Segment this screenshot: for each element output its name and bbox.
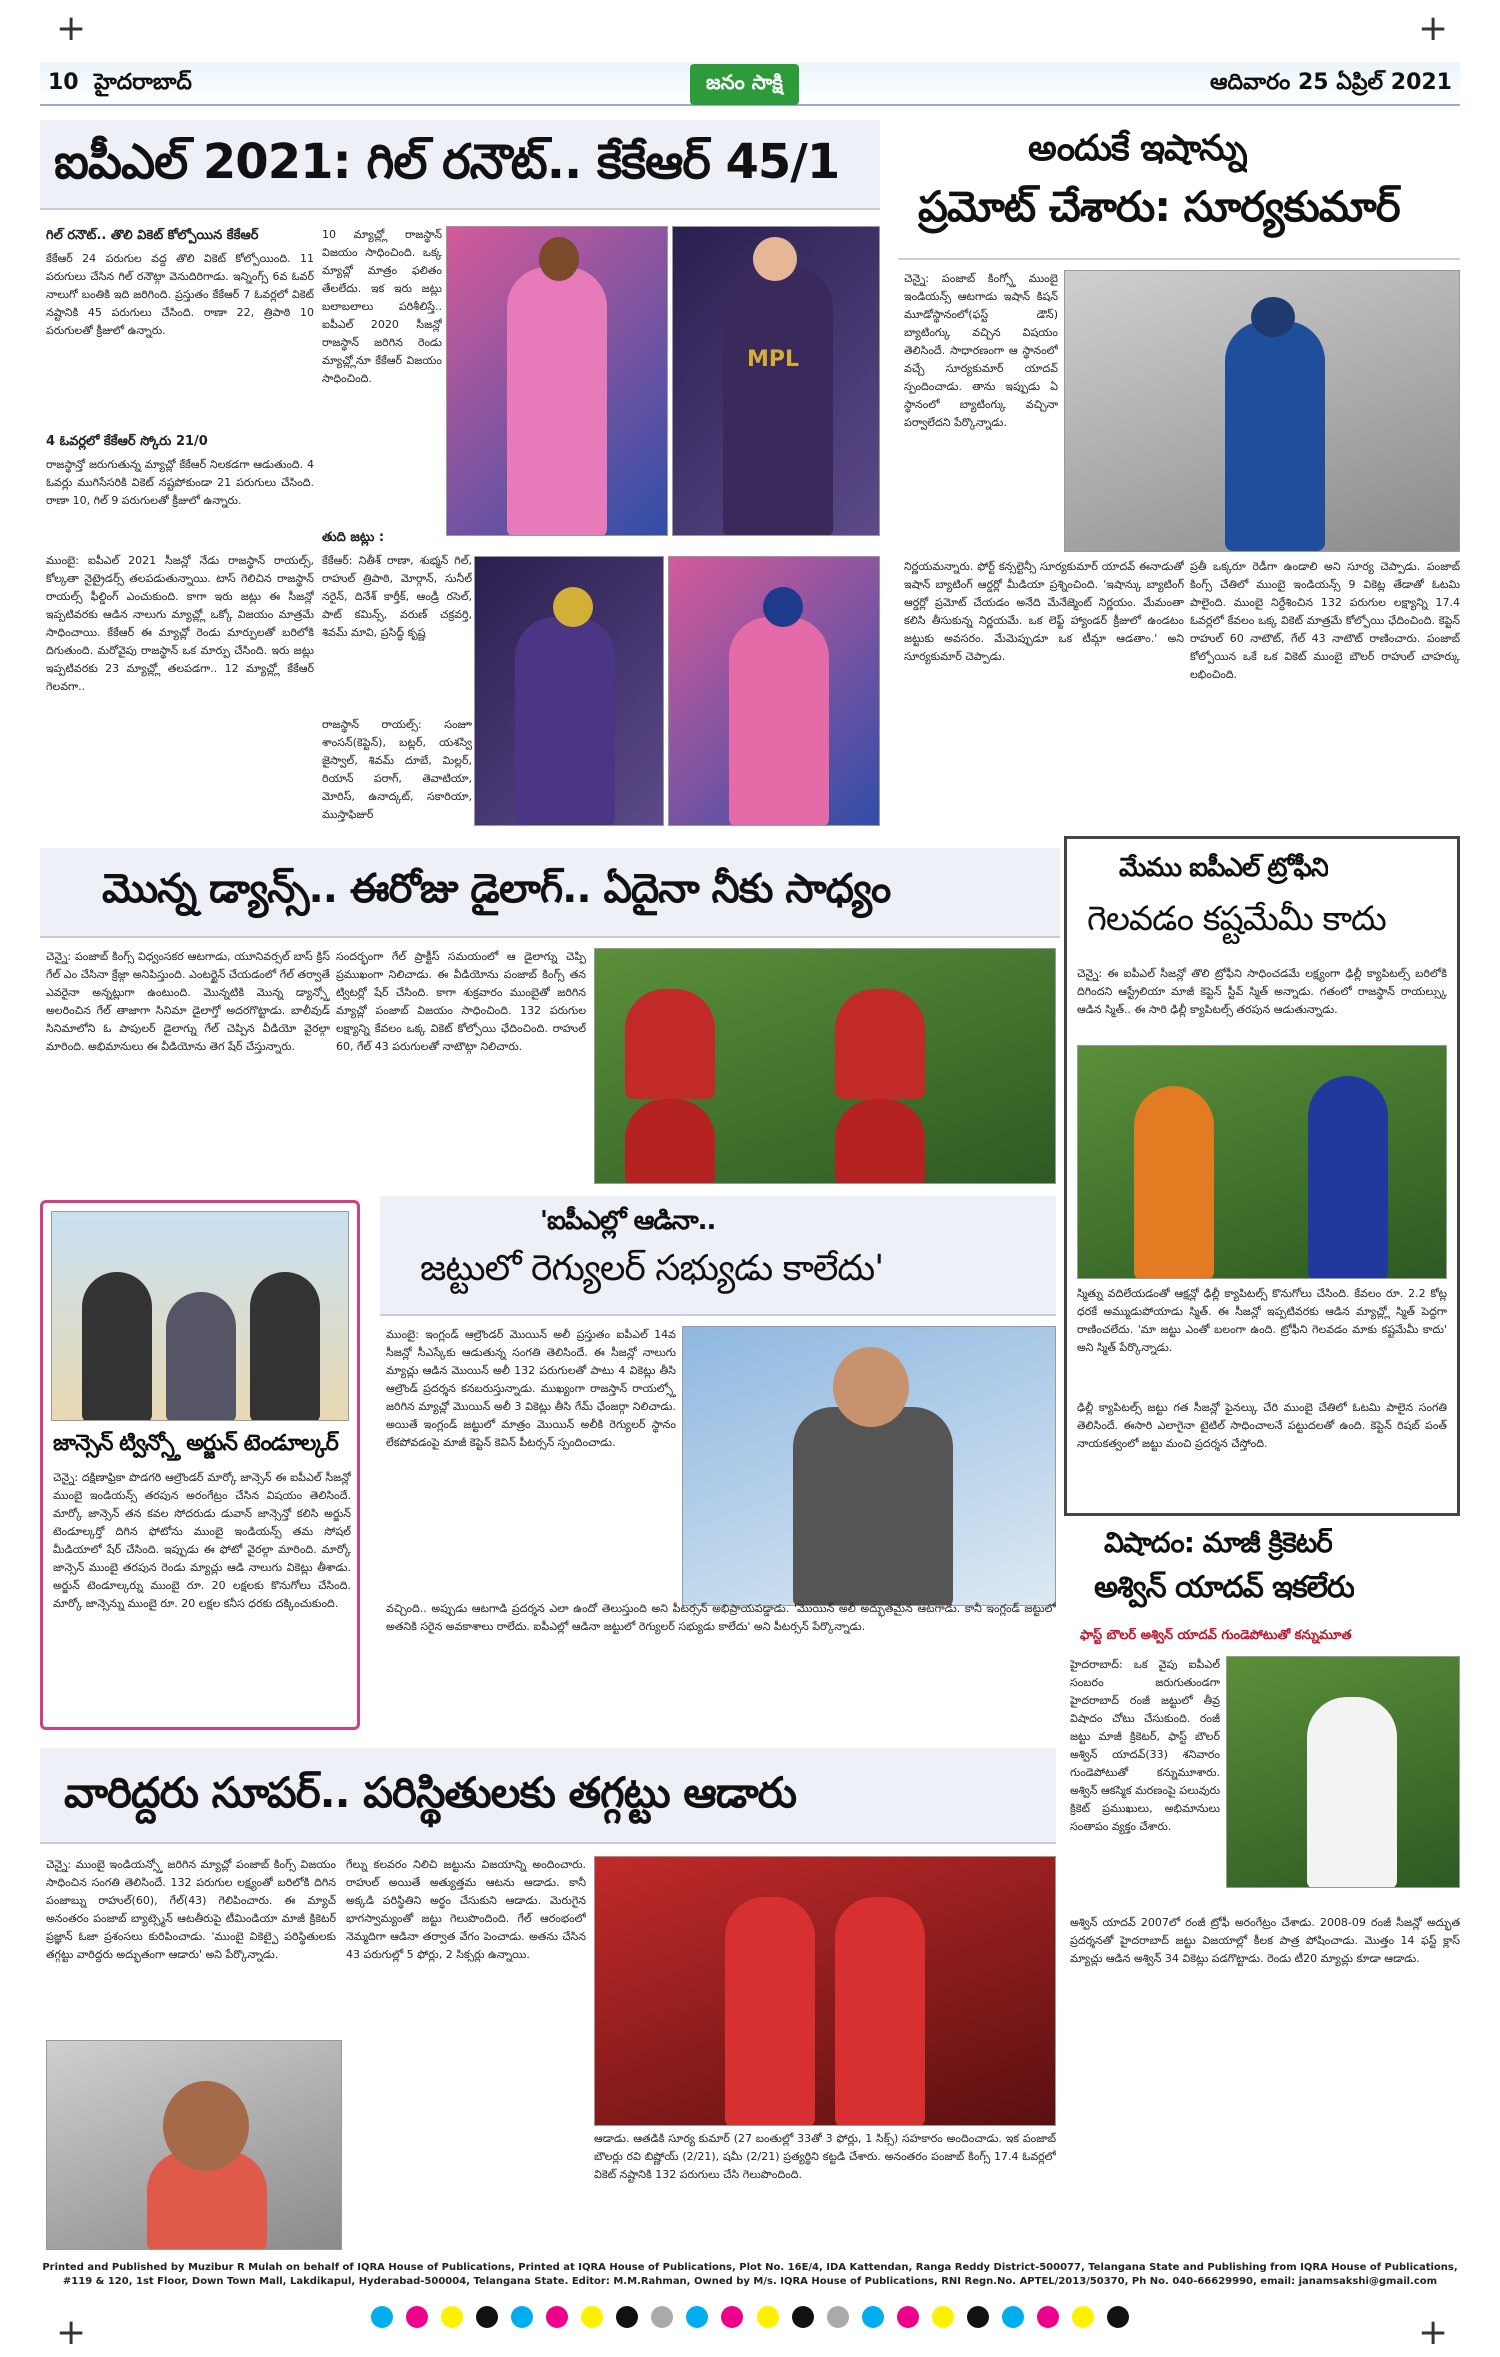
story2-headline2: ప్రమోట్ చేశారు: సూర్యకుమార్ <box>918 182 1400 231</box>
story6-headline-band <box>380 1196 1056 1316</box>
story4-para3: ఢిల్లీ క్యాపిటల్స్ జట్టు గత సీజన్లో ఫైనల్కు చేరి ముంబై చేతిలో ఓటమి పాలైన సంగతి తెలిసిందే. ఈసారి ఎలాగైనా టైటిల్ సాధించాలనే పట్టుదలతో ఉంది. కెప్టెన్ రిషబ్ పంత్ నాయకత్వంలో జట్టు మంచి ప్రదర్శన చేస్తోంది. <box>1077 1401 1447 1450</box>
story2-para1: చెన్నై: పంజాబ్ కింగ్స్తో ముంబై ఇండియన్స్ ఆటగాడు ఇషాన్ కిషన్ మూడోస్థానంలో(ఫస్ట్ డౌన్) బ్యాటింగ్కు వచ్చిన విషయం తెలిసిందే. సాధారణంగా ఆ స్థానంలో వచ్చే సూర్యకుమార్ యాదవ్ స్పందించాడు. తాను ఇప్పుడు ఏ స్థానంలో బ్యాటింగ్కు వచ్చినా పర్వాలేదని పేర్కొన్నాడు. <box>904 272 1058 429</box>
imprint-line1: Printed and Published by Muzibur R Mulah on behalf of IQRA House of Publications, Printed at IQRA House of Publications, Plot No. 16E/4, IDA Kattendan, Ranga Reddy District-500077, Telangana State and Publishing from IQRA House of Publications, <box>42 2262 1458 2273</box>
registration-mark-top-left: + <box>56 8 87 49</box>
issue-date: ఆదివారం 25 ఏప్రిల్ 2021 <box>1209 70 1452 95</box>
story4-para2: స్మిత్ను వదిలేయడంతో ఆక్షన్లో ఢిల్లీ క్యాపిటల్స్ కొనుగోలు చేసింది. కేవలం రూ. 2.2 కోట్ల ధరకే అమ్ముడుపోయాడు స్మిత్. ఈ సీజన్లో ఇప్పటివరకు ఆడిన మ్యాచ్ల్లో స్మిత్ పెద్దగా రాణించలేదు. 'మా జట్టు ఎంతో బలంగా ఉంది. ట్రోఫీని గెలవడం మాకు కష్టమేమీ కాదు' అని స్మిత్ పేర్కొన్నాడు. <box>1077 1287 1447 1354</box>
story1-headline-band <box>40 120 880 210</box>
story4-box <box>1064 836 1460 1516</box>
story7-para2: అశ్విన్ యాదవ్ 2007లో రంజీ ట్రోఫీ అరంగేట్రం చేశాడు. 2008-09 రంజీ సీజన్లో అద్భుత ప్రదర్శనతో హైదరాబాద్ జట్టు విజయాల్లో కీలక పాత్ర పోషించాడు. మొత్తం 14 ఫస్ట్ క్లాస్ మ్యాచ్లు ఆడిన అశ్విన్ 34 వికెట్లు పడగొట్టాడు. రెండు టీ20 మ్యాచ్లు కూడా ఆడాడు. <box>1070 1916 1460 1965</box>
registration-mark-bottom-left: + <box>56 2312 87 2353</box>
eoin-morgan-photo <box>672 226 880 536</box>
story3-headline-band <box>40 848 1060 938</box>
ashwin-yadav-photo <box>1226 1656 1460 1888</box>
story1-para4: 10 మ్యాచ్ల్లో రాజస్థాన్ విజయం సాధించింది. ఒక్క మ్యాచ్లో మాత్రం ఫలితం తేలలేదు. ఇక ఇరు జట్లు బలాబలాలు పరిశీలిస్తే.. ఐపీఎల్ 2020 సీజన్లో రాజస్థాన్ జరిగిన రెండు మ్యాచ్ల్లోనూ కేకేఆర్ విజయం సాధించింది. <box>322 228 442 385</box>
story8-headline-band <box>40 1748 1056 1844</box>
story1-para6: రాజస్థాన్ రాయల్స్: సంజూ శాంసన్(కెప్టెన్), బట్లర్, యశస్వి జైస్వాల్, శివమ్ దూబే, మిల్లర్, రియాన్ పరాగ్, తెవాటియా, మోరిస్, ఉనాద్కట్, సకారియా, ముస్తాఫిజుర్ <box>322 718 472 821</box>
mpl-jersey-text: MPL <box>747 347 800 372</box>
pragyan-ojha-photo <box>46 2040 342 2250</box>
ishan-kishan-photo <box>1064 270 1460 552</box>
rr-batsman-photo <box>668 556 880 826</box>
page-number: 10 <box>48 70 79 95</box>
story1-para1: కేకేఆర్ 24 పరుగుల వద్ద తొలి వికెట్ కోల్పోయింది. 11 పరుగులు చేసిన గిల్ రనౌట్గా వెనుదిరిగాడు. ఇన్నింగ్స్ 6వ ఓవర్ నాలుగో బంతికి ఇది జరిగింది. ప్రస్తుతం కేకేఆర్ 7 ఓవర్లలో వికెట్ నష్టానికి 45 పరుగులు చేసింది. రాణా 22, త్రిపాఠి 10 పరుగులతో క్రీజులో ఉన్నారు. <box>46 252 314 337</box>
story5-box <box>40 1200 360 1730</box>
story1-headline: ఐపీఎల్ 2021: గిల్ రనౌట్.. కేకేఆర్ 45/1 <box>54 134 840 190</box>
story7-headline1: విషాదం: మాజీ క్రికెటర్ <box>1104 1526 1332 1559</box>
story7-para1: హైదరాబాద్: ఒక వైపు ఐపీఎల్ సంబరం జరుగుతుండగా హైదరాబాద్ రంజీ జట్టులో తీవ్ర విషాదం చోటు చేసుకుంది. రంజీ జట్టు మాజీ క్రికెటర్, ఫాస్ట్ బౌలర్ అశ్విన్ యాదవ్(33) శనివారం గుండెపోటుతో కన్నుమూశారు. అశ్విన్ ఆకస్మిక మరణంపై పలువురు క్రికెట్ ప్రముఖులు, అభిమానులు సంతాపం వ్యక్తం చేశారు. <box>1070 1658 1220 1833</box>
imprint-footer <box>0 2258 1500 2304</box>
story1-para2: రాజస్థాన్తో జరుగుతున్న మ్యాచ్లో కేకేఆర్ నిలకడగా ఆడుతుంది. 4 ఓవర్లు ముగిసేసరికి వికెట్ నష్టపోకుండా 21 పరుగులు చేసింది. రాణా 10, గిల్ 9 పరుగులతో క్రీజులో ఉన్నారు. <box>46 458 314 507</box>
story5-para1: చెన్నై: దక్షిణాఫ్రికా పొడగరి ఆల్రౌండర్ మార్కో జాన్సెన్ ఈ ఐపీఎల్ సీజన్లో ముంబై ఇండియన్స్ తరపున అరంగేట్రం చేసిన విషయం తెలిసిందే. మార్కో జాన్సెన్ తన కవల సోదరుడు డువాన్ జాన్సెన్తో కలిసి అర్జున్ టెండూల్కర్తో దిగిన ఫోటోను ముంబై ఇండియన్స్ తమ సోషల్ మీడియాలో షేర్ చేసింది. ఇప్పుడు ఈ ఫోటో వైరల్గా మారింది. మార్కో జాన్సెన్ ముంబై తరపున రెండు మ్యాచ్లు ఆడి నాలుగు వికెట్లు తీశాడు. అర్జున్ టెండూల్కర్ను ముంబై రూ. 20 లక్షలకు కొనుగోలు చేసింది. మార్కో జాన్సెన్ను ముంబై రూ. 20 లక్షల కనీస ధరకు దక్కించుకుంది. <box>53 1471 351 1610</box>
story4-para1: చెన్నై: ఈ ఐపీఎల్ సీజన్లో తొలి ట్రోఫీని సాధించడమే లక్ష్యంగా ఢిల్లీ క్యాపిటల్స్ బరిలోకి దిగిందని ఆస్ట్రేలియా మాజీ కెప్టెన్ స్టీవ్ స్మిత్ అన్నాడు. గతంలో రాజస్థాన్ రాయల్స్కు ఆడిన స్మిత్.. ఈ సారి ఢిల్లీ క్యాపిటల్స్ తరపున ఆడుతున్నాడు. <box>1077 967 1447 1016</box>
story2-headline1: అందుకే ఇషాన్ను <box>1028 128 1247 169</box>
story2-headline-band <box>898 120 1460 260</box>
registration-mark-bottom-right: + <box>1418 2312 1449 2353</box>
story1-sub1: గిల్ రనౌట్.. తొలి వికెట్ కోల్పోయిన కేకేఆర్ <box>46 228 259 243</box>
story1-para3: ముంబై: ఐపీఎల్ 2021 సీజన్లో నేడు రాజస్థాన్ రాయల్స్, కోల్కతా నైట్రైడర్స్ తలపడుతున్నాయి. టాస్ గెలిచిన రాజస్థాన్ రాయల్స్ ఫీల్డింగ్ ఎంచుకుంది. కాగా ఇరు జట్లు ఈ సీజన్లో ఇప్పటివరకు ఆడిన నాలుగు మ్యాచ్ల్లో ఒక్కో విజయం మాత్రమే సాధించాయి. కేకేఆర్ ఈ మ్యాచ్లో రెండు మార్పులతో బరిలోకి దిగుతుంది. మరోవైపు రాజస్థాన్ ఒక మార్పు చేసింది. ఇరు జట్లు ఇప్పటివరకు 23 మ్యాచ్ల్లో తలపడగా.. 12 మ్యాచ్ల్లో కేకేఆర్ గెలవగా.. <box>46 554 314 693</box>
registration-mark-top-right: + <box>1418 8 1449 49</box>
story2-para2: నిర్ణయమన్నారు. ఫోర్ట్ కన్సల్టెన్సీ సూర్యకుమార్ యాదవ్ ఈనాడుతో ఇషాన్ బ్యాటింగ్ ఆర్డర్లో మీడియా ప్రశ్నించింది. 'ఇషాన్కు బ్యాటింగ్ ఆర్డర్లో ప్రమోట్ చేయడం అనేది మేనేజ్మెంట్ నిర్ణయం. మేమంతా కలిసి తీసుకున్న నిర్ణయమే. ఒక లెఫ్ట్ హ్యాండర్ క్రీజులో ఉండటం జట్టుకు అవసరం. మేమెప్పుడూ ఒక టీమ్గా ఆడతాం.' అని సూర్యకుమార్ చెప్పాడు. <box>904 560 1184 663</box>
kevin-pietersen-photo <box>682 1326 1056 1606</box>
kkr-batsman-photo <box>474 556 664 826</box>
story7-headline2: అశ్విన్ యాదవ్ ఇకలేరు <box>1094 1570 1355 1605</box>
story4-kicker: మేము ఐపీఎల్ ట్రోఫీని <box>1119 853 1329 883</box>
story8-para2: గేల్ను కలవరం నిలిచి జట్టును విజయాన్ని అందించారు. రాహుల్ అయితే అత్యుత్తమ ఆటను ఆడాడు. కానీ అక్కడి పరిస్థితిని అర్థం చేసుకుని ఆడాడు. మెరుగైన భాగస్వామ్యంతో జట్టు గెలుపొందింది. గేల్ ఆరంభంలో నెమ్మదిగా ఆడినా తర్వాత వేగం పెంచాడు. అతను చేసిన 43 పరుగుల్లో 5 ఫోర్లు, 2 సిక్సర్లు ఉన్నాయి. <box>346 1858 586 1961</box>
sanju-samson-photo <box>446 226 668 536</box>
story3-headline: మొన్న డ్యాన్స్.. ఈరోజు డైలాగ్.. ఏదైనా నీకు సాధ్యం <box>102 866 891 912</box>
story8-para1: చెన్నై: ముంబై ఇండియన్స్తో జరిగిన మ్యాచ్లో పంజాబ్ కింగ్స్ విజయం సాధించిన సంగతి తెలిసిందే. 132 పరుగుల లక్ష్యంతో బరిలోకి దిగిన పంజాబ్ను రాహుల్(60), గేల్(43) గెలిపించారు. ఈ మ్యాచ్ అనంతరం పంజాబ్ బ్యాట్స్మెన్ ఆటతీరుపై టీమిండియా మాజీ క్రికెటర్ ప్రజ్ఞాన్ ఓజా ప్రశంసలు కురిపించాడు. 'ముంబై వికెట్పై పరిస్థితులకు తగ్గట్టు వారిద్దరు అద్భుతంగా ఆడారు' అని పేర్కొన్నాడు. <box>46 1858 336 1961</box>
chris-gayle-photo <box>594 948 1056 1184</box>
story2-para3: ప్రతీ ఒక్కరూ రెడీగా ఉండాలి అని సూర్య చెప్పాడు. పంజాబ్ కింగ్స్ చేతిలో ముంబై ఇండియన్స్ 9 వికెట్ల తేడాతో ఓటమి పాలైంది. ముంబై నిర్దేశించిన 132 పరుగుల లక్ష్యాన్ని 17.4 ఓవర్లలో కేవలం ఒక్క వికెట్ మాత్రమే కోల్పోయి ఛేదించింది. కెప్టెన్ రాహుల్ 60 నాటౌట్, గేల్ 43 నాటౌట్ రాణించారు. పంజాబ్ కోల్పోయిన ఒకే ఒక వికెట్ ముంబై బౌలర్ రాహుల్ చాహర్కు లభించింది. <box>1190 560 1460 681</box>
story3-para2: సందర్భంగా గేల్ ప్రాక్టీస్ సమయంలో ఆ డైలాగ్ను చెప్పి ప్రముఖంగా నిలిచాడు. ఈ వీడియోను పంజాబ్ కింగ్స్ తన ట్విటర్లో షేర్ చేసింది. కాగా శుక్రవారం ముంబైతో జరిగిన మ్యాచ్లో పంజాబ్ విజయం సాధించింది. 132 పరుగుల లక్ష్యాన్ని కేవలం ఒక్క వికెట్ కోల్పోయి ఛేదించింది. రాహుల్ 60, గేల్ 43 పరుగులతో నాటౌట్గా నిలిచారు. <box>336 950 586 1053</box>
story7-sub: ఫాస్ట్ బౌలర్ అశ్విన్ యాదవ్ గుండెపోటుతో కన్నుమూత <box>1080 1628 1352 1643</box>
brand-logo: జనం సాక్షి <box>690 64 799 105</box>
rahul-gayle-photo <box>594 1856 1056 2126</box>
masthead <box>40 62 1460 106</box>
imprint-line2: #119 & 120, 1st Floor, Down Town Mall, Lakdikapul, Hyderabad-500004, Telangana State. Editor: M.M.Rahman, Owned by M/s. IQRA House of Publications, RNI Regn.No. APTEL/2013/50370, Ph No. 040-66629990, email: janamsakshi@gmail.com <box>62 2276 1438 2287</box>
story5-headline: జాన్సెన్ ట్విన్స్తో అర్జున్ టెండూల్కర్ <box>53 1431 338 1456</box>
story6-kicker: 'ఐపీఎల్లో ఆడినా.. <box>540 1206 716 1236</box>
story3-para1: చెన్నై: పంజాబ్ కింగ్స్ విధ్వంసకర ఆటగాడు, యూనివర్సల్ బాస్ క్రిస్ గేల్ ఎం చేసినా క్రేజ్గా అనిపిస్తుంది. ఎంటర్టైన్ చేయడంలో గేల్ తర్వాతే ఎవరైనా అన్నట్లుగా ఉంటుంది. మొన్నటికి మొన్న డ్యాన్స్తో అలరించిన గేల్ తాజాగా సినిమా డైలాగ్తో అదరగొట్టాడు. బాలీవుడ్ సినిమాలోని ఓ పాపులర్ డైలాగ్ను గేల్ చెప్పిన వీడియో వైరల్గా మారింది. అభిమానులు ఈ వీడియోను తెగ షేర్ చేస్తున్నారు. <box>46 950 330 1053</box>
city-label: హైదరాబాద్ <box>93 70 192 95</box>
story6-headline: జట్టులో రెగ్యులర్ సభ్యుడు కాలేదు' <box>420 1248 884 1289</box>
story1-para5: కేకేఆర్: నితీశ్ రాణా, శుభ్మన్ గిల్, రాహుల్ త్రిపాఠి, మోర్గాన్, సునీల్ నరైన్, దినేశ్ కార్తీక్, ఆండ్రీ రసెల్, పాట్ కమిన్స్, వరుణ్ చక్రవర్తి, శివమ్ మావి, ప్రసిద్ధ్ కృష్ణ <box>322 554 472 639</box>
story1-sub3: తుది జట్లు : <box>322 530 385 545</box>
page-number-city <box>48 70 192 100</box>
story8-para3: ఆడాడు. ఆతడికి సూర్య కుమార్ (27 బంతుల్లో 33తో 3 ఫోర్లు, 1 సిక్స్) సహకారం అందించాడు. ఇక పంజాబ్ బౌలర్లు రవి బిష్ణోయ్ (2/21), షమీ (2/21) ప్రత్యర్థిని కట్టడి చేశారు. అనంతరం పంజాబ్ కింగ్స్ 17.4 ఓవర్లలో వికెట్ నష్టానికి 132 పరుగులు చేసి గెలుపొందింది. <box>594 2132 1056 2181</box>
steve-smith-photo <box>1077 1045 1447 1279</box>
story6-para1: ముంబై: ఇంగ్లండ్ ఆల్రౌండర్ మొయిన్ అలీ ప్రస్తుతం ఐపీఎల్ 14వ సీజన్లో సీఎస్కేకు ఆడుతున్న సంగతి తెలిసిందే. ఈ సీజన్లో నాలుగు మ్యాచ్లు ఆడిన మొయిన్ అలీ 132 పరుగులతో పాటు 4 వికెట్లు తీసి ఆల్రౌండ్ ప్రదర్శన కనబరుస్తున్నాడు. ముఖ్యంగా రాజస్తాన్ రాయల్స్తో జరిగిన మ్యాచ్లో మొయిన్ అలీ 3 వికెట్లు తీసి గేమ్ ఛేంజర్గా నిలిచాడు. అయితే ఇంగ్లండ్ జట్టులో మాత్రం మొయిన్ అలీకి రెగ్యులర్ స్థానం లేకపోవడంపై మాజీ కెప్టెన్ కెవిన్ పీటర్సన్ స్పందించాడు. <box>386 1328 676 1449</box>
color-registration-strip <box>60 2306 1440 2330</box>
story7-headline-block <box>1064 1520 1460 1620</box>
story4-headline: గెలవడం కష్టమేమీ కాదు <box>1087 899 1386 939</box>
jansen-twins-arjun-photo <box>51 1211 349 1421</box>
story6-para2: వచ్చింది.. అప్పుడు ఆటగాడి ప్రదర్శన ఎలా ఉందో తెలుస్తుంది అని పీటర్సన్ అభిప్రాయపడ్డాడు. 'మొయిన్ అలీ అద్భుతమైన ఆటగాడు. కానీ ఇంగ్లండ్ జట్టులో అతనికి సరైన అవకాశాలు రాలేదు. ఐపీఎల్లో ఆడినా జట్టులో రెగ్యులర్ సభ్యుడు కాలేదు' అని పీటర్సన్ పేర్కొన్నాడు. <box>386 1602 1056 1633</box>
story8-headline: వారిద్దరు సూపర్.. పరిస్థితులకు తగ్గట్టు ఆడారు <box>64 1768 797 1817</box>
story1-sub2: 4 ఓవర్లలో కేకేఆర్ స్కోరు 21/0 <box>46 434 208 449</box>
